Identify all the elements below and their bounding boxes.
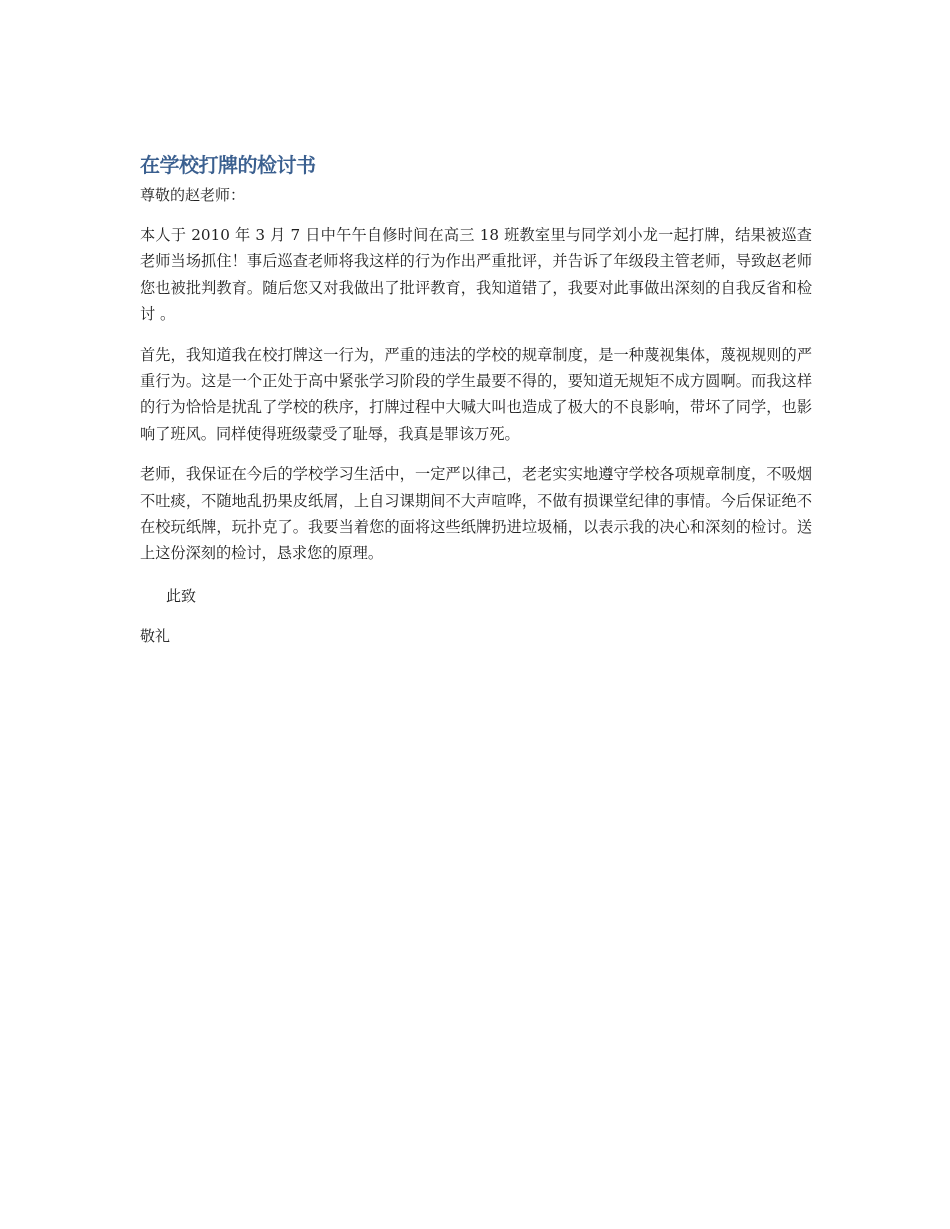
- salutation: 尊敬的赵老师：: [140, 186, 246, 204]
- document-page: [140, 150, 812, 649]
- paragraph-3: 老师，我保证在今后的学校学习生活中，一定严以律己，老老实实地遵守学校各项规章制度，不吸烟不吐痰，不随地乱扔果皮纸屑，上自习课期间不大声喧哗，不做有损课堂纪律的事情。今后保证绝不在校玩纸牌，玩扑克了。我要当着您的面将这些纸牌扔进垃圾桶，以表示我的决心和深刻的检讨。送上这份深刻的检讨，恳求您的原理。: [140, 465, 812, 563]
- paragraph-2: 首先，我知道我在校打牌这一行为，严重的违法的学校的规章制度，是一种蔑视集体，蔑视规则的严重行为。这是一个正处于高中紧张学习阶段的学生最要不得的，要知道无规矩不成方圆啊。而我这样的行为恰恰是扰乱了学校的秩序，打牌过程中大喊大叫也造成了极大的不良影响，带坏了同学，也影响了班风。同样使得班级蒙受了耻辱，我真是罪该万死。: [140, 345, 812, 443]
- closing-jingli: 敬礼: [140, 626, 171, 645]
- closing-cizhi: 此致: [166, 586, 197, 605]
- paragraph-1: 本人于 2010 年 3 月 7 日中午午自修时间在高三 18 班教室里与同学刘小龙一起打牌，结果被巡查老师当场抓住！事后巡查老师将我这样的行为作出严重批评，并告诉了年级段主管老师，导致赵老师您也被批判教育。随后您又对我做出了批评教育，我知道错了，我要对此事做出深刻的自我反省和检讨 。: [140, 226, 812, 324]
- document-title: 在学校打牌的检讨书: [140, 153, 316, 177]
